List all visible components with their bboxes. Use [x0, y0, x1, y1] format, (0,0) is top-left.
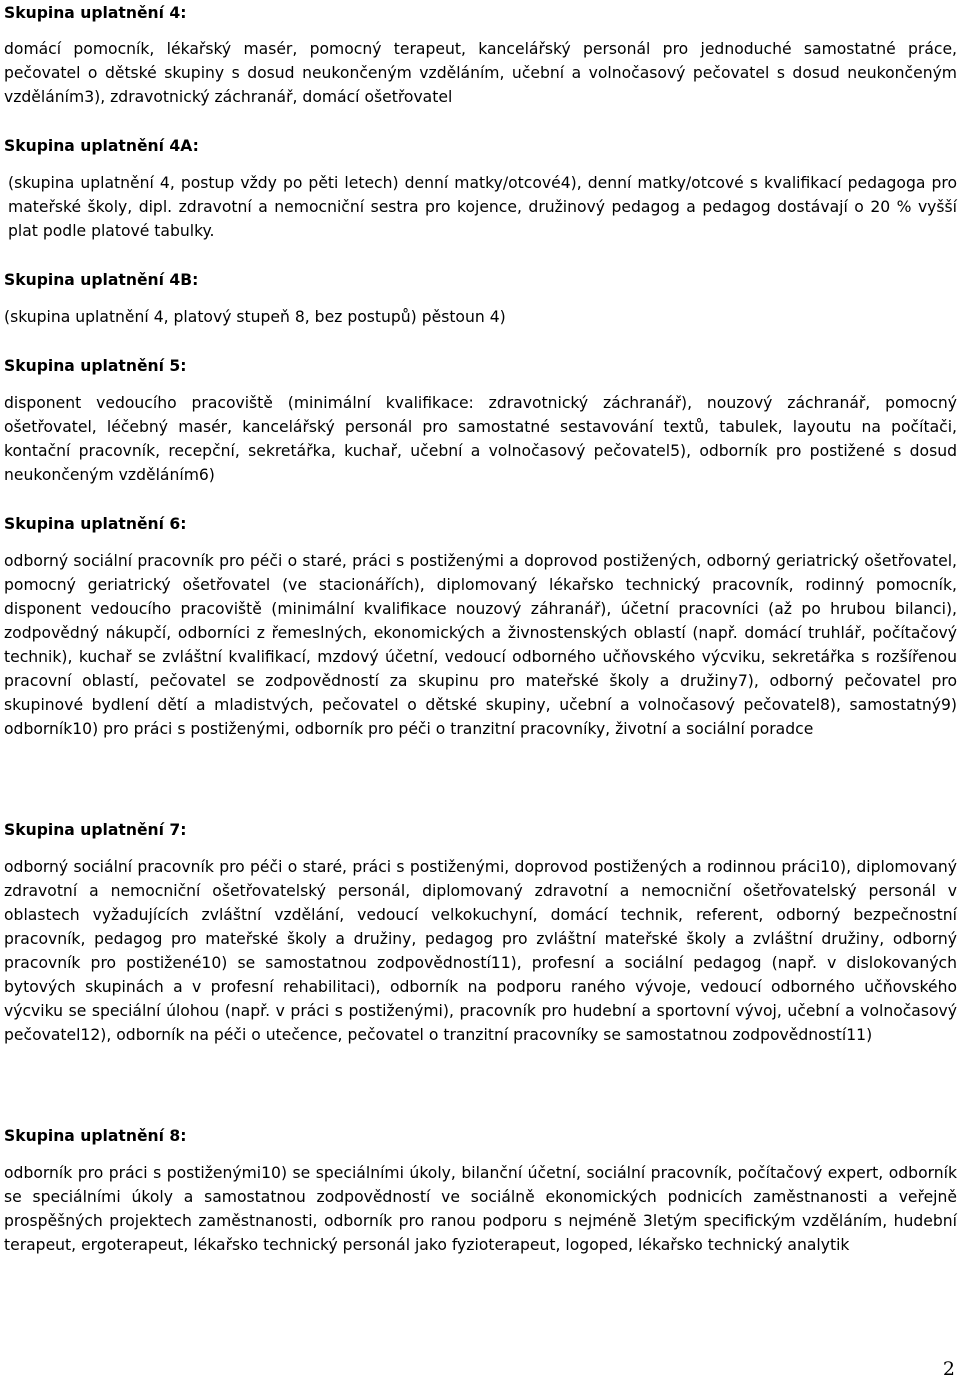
section-text-5: disponent vedoucího pracoviště (minimální kvalifikace: zdravotnický záchranář), nouzový záchranář, pomocný ošetřovatel, léčebný masér, kancelářský personál pro samostatné sestavování textů, tabulek, layoutu na počítači, kontační pracovník, recepční, sekretářka, kuchař, učební a volnočasový pečovatel5), odborník pro postižené s dosud neukončeným vzděláním6) — [4, 394, 957, 484]
section-text-6: odborný sociální pracovník pro péči o staré, práci s postiženými a doprovod postižených, odborný geriatrický ošetřovatel, pomocný geriatrický ošetřovatel (ve stacionářích), diplomovaný lékařsko technický pracovník, rodinný pomocník, disponent vedoucího pracoviště (minimální kvalifikace nouzový záhranář), účetní pracovníci (až po hrubou bilanci), zodpovědný nákupčí, odborníci z řemeslných, ekonomických a živnostenských oblastí (např. domácí truhlář, počítačový technik), kuchař se zvláštní kvalifikací, mzdový účetní, vedoucí odborného učňovského výcviku, sekretářka s rozšířenou pracovní oblastí, pečovatel se zodpovědností za skupinu pro mateřské školy a družiny7), odborný pečovatel pro skupinové bydlení dětí a mladistvých, pečovatel o dětské skupiny, učební a volnočasový pečovatel8), samostatný9) odborník10) pro práci s postiženými, odborník pro péči o tranzitní pracovníky, životní a sociální poradce — [4, 552, 957, 738]
section-heading-4b: Skupina uplatnění 4B: — [4, 271, 199, 289]
section-heading-4a: Skupina uplatnění 4A: — [4, 137, 199, 155]
section-heading-8: Skupina uplatnění 8: — [4, 1127, 187, 1145]
section-text-4b: (skupina uplatnění 4, platový stupeň 8, bez postupů) pěstoun 4) — [4, 308, 506, 326]
section-text-7: odborný sociální pracovník pro péči o staré, práci s postiženými, doprovod postižených a rodinnou práci10), diplomovaný zdravotní a nemocniční ošetřovatelský personál, diplomovaný zdravotní a nemocniční ošetřovatelský personál v oblastech vyžadujících zvláštní vzdělání, vedoucí velkokuchyní, domácí technik, referent, odborný bezpečnostní pracovník, pedagog pro mateřské školy a družiny, pedagog pro zvláštní mateřské školy a zvláštní družiny, odborný pracovník pro postižené10) se samostatnou zodpovědností11), profesní a sociální pedagog (např. v dislokovaných bytových skupinách a v profesní rehabilitaci), odborník na podporu raného vývoje, vedoucí odborného učňovského výcviku se speciální úlohou (např. v práci s postiženými), pracovník pro hudební a sportovní vývoj, učební a volnočasový pečovatel12), odborník na péči o utečence, pečovatel o tranzitní pracovníky se samostatnou zodpovědností11) — [4, 858, 957, 1044]
section-text-4a: (skupina uplatnění 4, postup vždy po pěti letech) denní matky/otcové4), denní matky/otcové s kvalifikací pedagoga pro mateřské školy, dipl. zdravotní a nemocniční sestra pro kojence, družinový pedagog a pedagog dostávají o 20 % vyšší plat podle platové tabulky. — [8, 174, 957, 240]
section-text-4: domácí pomocník, lékařský masér, pomocný terapeut, kancelářský personál pro jednoduché samostatné práce, pečovatel o dětské skupiny s dosud neukončeným vzděláním, učební a volnočasový pečovatel s dosud neukončeným vzděláním3), zdravotnický záchranář, domácí ošetřovatel — [4, 40, 957, 106]
section-heading-5: Skupina uplatnění 5: — [4, 357, 187, 375]
section-heading-7: Skupina uplatnění 7: — [4, 821, 187, 839]
section-heading-6: Skupina uplatnění 6: — [4, 515, 187, 533]
section-text-8: odborník pro práci s postiženými10) se speciálními úkoly, bilanční účetní, sociální pracovník, počítačový expert, odborník se speciálními úkoly a samostatnou zodpovědností ve sociálně ekonomických podnicích zaměstnanosti a veřejně prospěšných projektech zaměstnanosti, odborník pro ranou podporu s nejméně 3letým specifickým vzděláním, hudební terapeut, ergoterapeut, lékařsko technický personál jako fyzioterapeut, logoped, lékařsko technický analytik — [4, 1164, 957, 1254]
page-number: 2 — [942, 1358, 955, 1380]
section-heading-4: Skupina uplatnění 4: — [4, 4, 187, 22]
